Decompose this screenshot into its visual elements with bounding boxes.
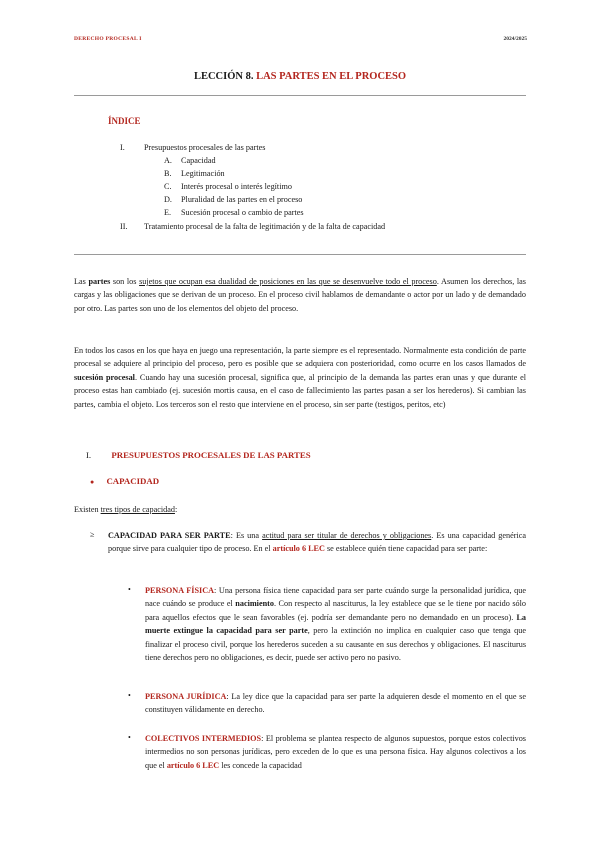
toc-num: D. xyxy=(164,195,172,204)
toc-text: Interés procesal o interés legítimo xyxy=(181,182,292,191)
toc-text: Pluralidad de las partes en el proceso xyxy=(181,195,303,204)
section-heading-1 xyxy=(86,450,311,460)
toc-text: Tratamiento procesal de la falta de legitimación y de la falta de capacidad xyxy=(144,222,386,231)
divider-top xyxy=(74,95,526,96)
bullet-dot: ● xyxy=(90,478,95,486)
toc-num: I. xyxy=(120,143,125,152)
intro-paragraph-2: En todos los casos en los que haya en juego una representación, la parte siempre es el representado. Normalmente esta condición de parte procesal se adquiere al principio del proceso, pero es posible que se adquiera con posterioridad, como ocurre en los casos llamados de sucesión procesal. Cuando hay una sucesión procesal, significa que, al principio de la demanda las partes eran unas y que durante el proceso estas han cambiado (ej. sucesión mortis causa, en el caso de fallecimiento las partes pasan a ser los herederos). Si cambian las partes, cambia el objeto. Los terceros son el resto que interviene en el proceso, sin ser parte (testigos, peritos, etc) xyxy=(74,346,526,409)
persona-fisica-marker: • xyxy=(128,585,131,594)
toc-num: E. xyxy=(164,208,172,217)
persona-juridica-paragraph: PERSONA JURÍDICA: La ley dice que la capacidad para ser parte la adquieren desde el momento en el que se constituyen válidamente en derecho. xyxy=(145,692,526,715)
intro-paragraph-1: Las partes son los sujetos que ocupan esa dualidad de posiciones en las que se desenvuelve todo el proceso. Asumen los derechos, las cargas y las obligaciones que se derivan de un proceso. En el proceso civil hablamos de demandante o actor por un lado y de demandado por otro. Las partes son uno de los elementos del objeto del proceso. xyxy=(74,277,526,313)
persona-juridica-marker: • xyxy=(128,691,131,700)
section-title: PRESUPUESTOS PROCESALES DE LAS PARTES xyxy=(111,450,311,460)
cap-parte-paragraph: CAPACIDAD PARA SER PARTE: Es una actitud para ser titular de derechos y obligaciones. Es una capacidad genérica porque sirve para cualquier tipo de proceso. En el artículo 6 LEC se establece quién tiene capacidad para ser parte: xyxy=(108,531,526,554)
types-line: Existen tres tipos de capacidad: xyxy=(74,505,178,514)
running-header-left: DERECHO PROCESAL I xyxy=(74,36,142,42)
page-title xyxy=(0,71,600,82)
colectivos-paragraph: COLECTIVOS INTERMEDIOS: El problema se plantea respecto de algunos supuestos, porque estos colectivos intermedios no son personas jurídicas, pero exceden de lo que es una persona física. Hay algunos colectivos a los que el artículo 6 LEC les concede la capacidad xyxy=(145,734,526,770)
running-header-right: 2024/2025 xyxy=(503,36,527,42)
title-prefix: LECCIÓN 8. xyxy=(193,71,254,82)
toc-text: Legitimación xyxy=(181,169,225,178)
subsection-title: CAPACIDAD xyxy=(106,476,160,486)
persona-fisica-paragraph: PERSONA FÍSICA: Una persona física tiene capacidad para ser parte cuándo surge la personalidad jurídica, que nace cuándo se produce el nacimiento. Con respecto al nasciturus, la ley establece que se le tiene por nacido sólo para aquellos efectos que le sean favorables (ej. podría ser demandante pero no demandado en un proceso). La muerte extingue la capacidad para ser parte, pero la extinción no implica en cualquier caso que tenga que finalizar el proceso civil, porque los herederos suceden a su causante en sus derechos y obligaciones. El nasciturus tiene derechos pero no obligaciones, es decir, puede ser activo pero no pasivo. xyxy=(145,586,526,663)
toc-num: C. xyxy=(164,182,172,191)
section-num: I. xyxy=(86,450,92,460)
toc-num: B. xyxy=(164,169,172,178)
subsection-capacidad xyxy=(90,476,159,486)
colectivos-marker: • xyxy=(128,733,131,742)
title-main: LAS PARTES EN EL PROCESO xyxy=(256,71,407,82)
toc-text: Presupuestos procesales de las partes xyxy=(144,143,266,152)
index-heading: ÍNDICE xyxy=(108,116,141,126)
toc-text: Capacidad xyxy=(181,156,216,165)
divider-index xyxy=(74,254,526,255)
cap-parte-marker: ≥ xyxy=(90,530,95,539)
toc-num: II. xyxy=(120,222,128,231)
toc-text: Sucesión procesal o cambio de partes xyxy=(181,208,304,217)
toc-num: A. xyxy=(164,156,172,165)
